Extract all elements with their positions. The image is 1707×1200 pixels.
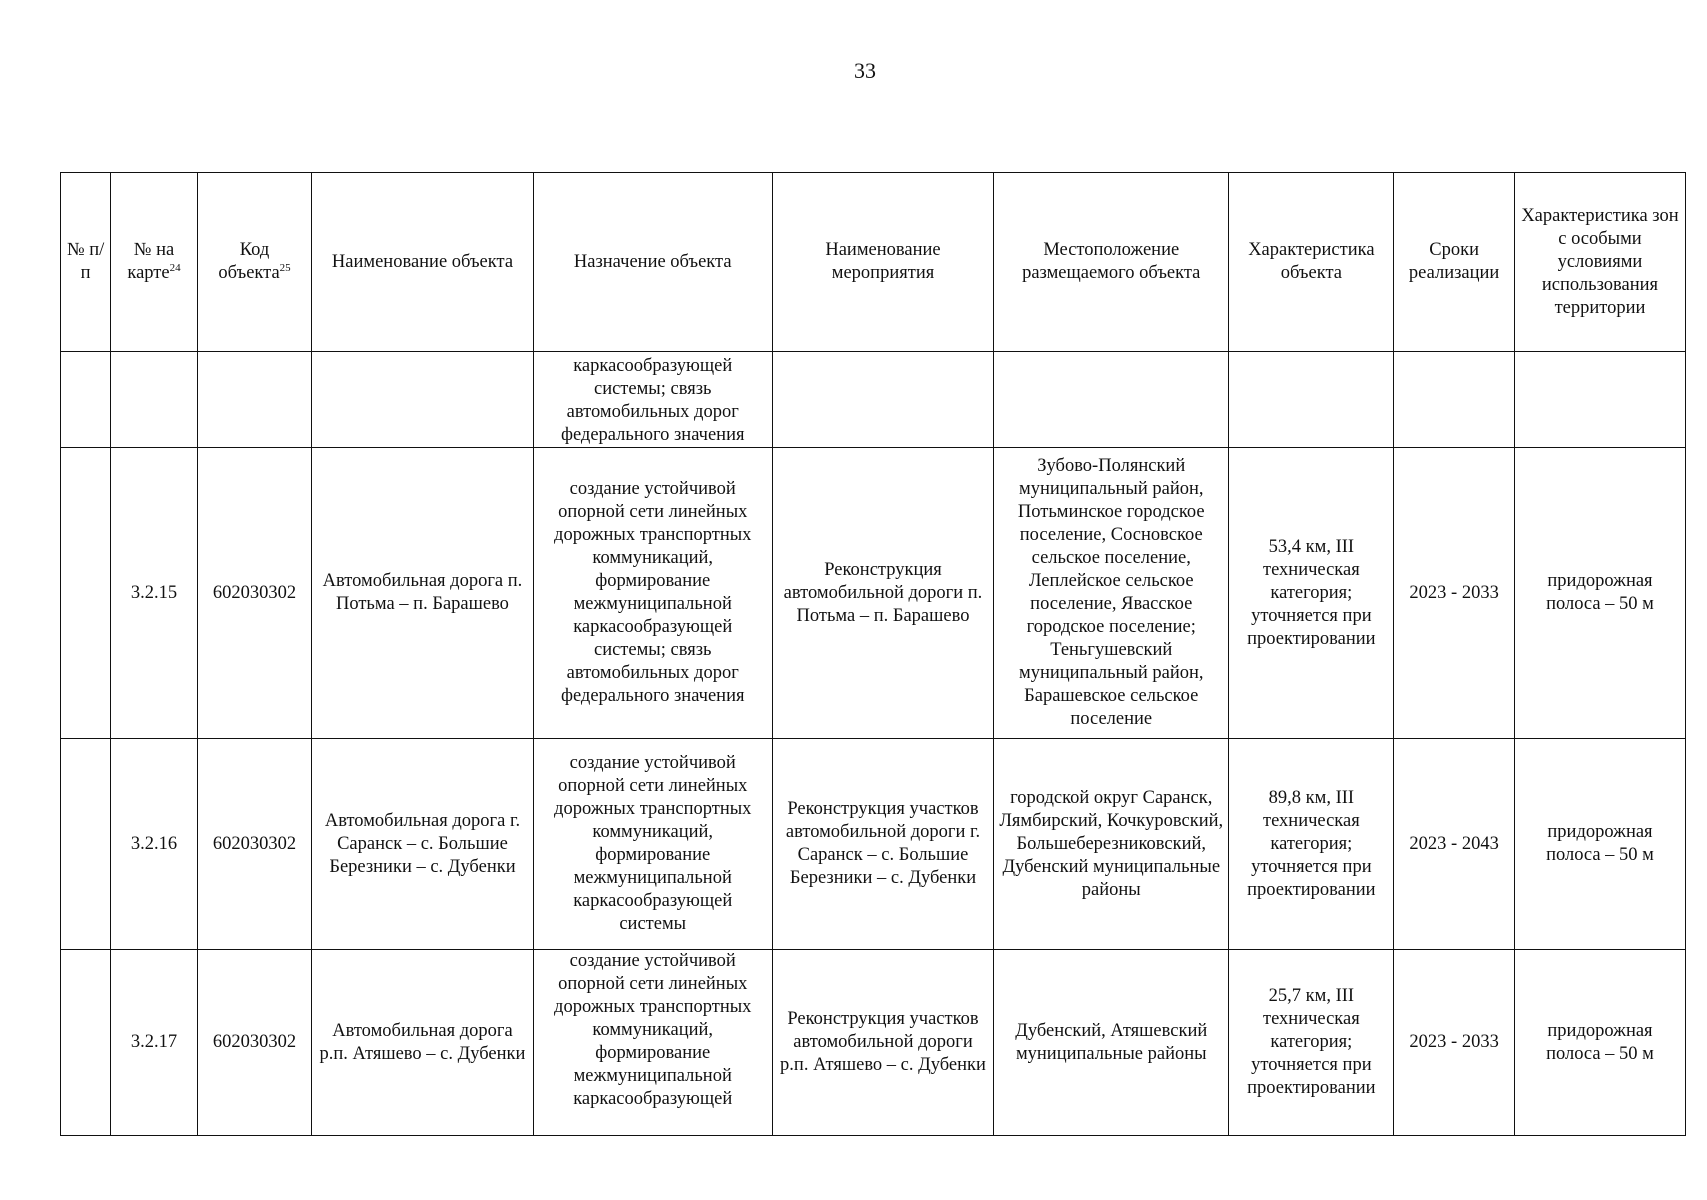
cell-terms: 2023 - 2033 bbox=[1394, 448, 1515, 739]
cell-characteristic: 89,8 км, III техническая категория; уточняется при проектировании bbox=[1229, 739, 1394, 950]
cell-num bbox=[61, 448, 111, 739]
cell-name: Автомобильная дорога г. Саранск – с. Большие Березники – с. Дубенки bbox=[312, 739, 533, 950]
cell-event: Реконструкция участков автомобильной дороги р.п. Атяшево – с. Дубенки bbox=[772, 950, 993, 1136]
cell-event: Реконструкция автомобильной дороги п. Потьма – п. Барашево bbox=[772, 448, 993, 739]
cell-name: Автомобильная дорога р.п. Атяшево – с. Дубенки bbox=[312, 950, 533, 1136]
header-map-num: № на карте$^{24}$ bbox=[111, 173, 197, 352]
cell-code bbox=[197, 352, 312, 448]
cell-event: Реконструкция участков автомобильной дороги г. Саранск – с. Большие Березники – с. Дубенки bbox=[772, 739, 993, 950]
cell-terms: 2023 - 2043 bbox=[1394, 739, 1515, 950]
cell-num bbox=[61, 739, 111, 950]
cell-name: Автомобильная дорога п. Потьма – п. Барашево bbox=[312, 448, 533, 739]
header-zones: Характеристика зон с особыми условиями использования территории bbox=[1514, 173, 1685, 352]
cell-map-num: 3.2.17 bbox=[111, 950, 197, 1136]
header-num: № п/п bbox=[61, 173, 111, 352]
objects-table bbox=[60, 172, 1686, 1136]
cell-code: 602030302 bbox=[197, 739, 312, 950]
cell-purpose: создание устойчивой опорной сети линейных дорожных транспортных коммуникаций, формирование межмуниципальной каркасообразующей bbox=[533, 950, 772, 1136]
cell-num bbox=[61, 352, 111, 448]
header-purpose: Назначение объекта bbox=[533, 173, 772, 352]
cell-zones: придорожная полоса – 50 м bbox=[1514, 739, 1685, 950]
footnote-ref-24: 24 bbox=[169, 261, 181, 274]
header-characteristic: Характеристика объекта bbox=[1229, 173, 1394, 352]
table-row bbox=[61, 448, 1686, 739]
cell-map-num: 3.2.16 bbox=[111, 739, 197, 950]
cell-num bbox=[61, 950, 111, 1136]
cell-map-num bbox=[111, 352, 197, 448]
table-header-row bbox=[61, 173, 1686, 352]
cell-purpose: каркасообразующей системы; связь автомобильных дорог федерального значения bbox=[533, 352, 772, 448]
cell-code: 602030302 bbox=[197, 448, 312, 739]
cell-terms bbox=[1394, 352, 1515, 448]
footnote-ref-25: 25 bbox=[279, 261, 291, 274]
page-number: 33 bbox=[854, 58, 876, 83]
header-location: Местоположение размещаемого объекта bbox=[994, 173, 1229, 352]
cell-map-num: 3.2.15 bbox=[111, 448, 197, 739]
cell-zones: придорожная полоса – 50 м bbox=[1514, 448, 1685, 739]
cell-purpose: создание устойчивой опорной сети линейных дорожных транспортных коммуникаций, формирование межмуниципальной каркасообразующей системы bbox=[533, 739, 772, 950]
table-row bbox=[61, 739, 1686, 950]
header-terms: Сроки реализации bbox=[1394, 173, 1515, 352]
cell-code: 602030302 bbox=[197, 950, 312, 1136]
cell-characteristic: 25,7 км, III техническая категория; уточняется при проектировании bbox=[1229, 950, 1394, 1136]
cell-terms: 2023 - 2033 bbox=[1394, 950, 1515, 1136]
table-row bbox=[61, 950, 1686, 1136]
table-row-continuation bbox=[61, 352, 1686, 448]
cell-location bbox=[994, 352, 1229, 448]
cell-zones bbox=[1514, 352, 1685, 448]
cell-name bbox=[312, 352, 533, 448]
header-name: Наименование объекта bbox=[312, 173, 533, 352]
cell-location: Зубово-Полянский муниципальный район, Потьминское городское поселение, Сосновское сельское поселение, Леплейское сельское поселение, Явасское городское поселение; Теньгушевский муниципальный район, Барашевское сельское поселение bbox=[994, 448, 1229, 739]
cell-event bbox=[772, 352, 993, 448]
cell-characteristic bbox=[1229, 352, 1394, 448]
header-event: Наименование мероприятия bbox=[772, 173, 993, 352]
cell-zones: придорожная полоса – 50 м bbox=[1514, 950, 1685, 1136]
header-code: Код объекта$^{25}$ bbox=[197, 173, 312, 352]
cell-characteristic: 53,4 км, III техническая категория; уточняется при проектировании bbox=[1229, 448, 1394, 739]
cell-location: Дубенский, Атяшевский муниципальные районы bbox=[994, 950, 1229, 1136]
cell-purpose: создание устойчивой опорной сети линейных дорожных транспортных коммуникаций, формирование межмуниципальной каркасообразующей системы; связь автомобильных дорог федерального значения bbox=[533, 448, 772, 739]
cell-location: городской округ Саранск, Лямбирский, Кочкуровский, Большеберезниковский, Дубенский муниципальные районы bbox=[994, 739, 1229, 950]
